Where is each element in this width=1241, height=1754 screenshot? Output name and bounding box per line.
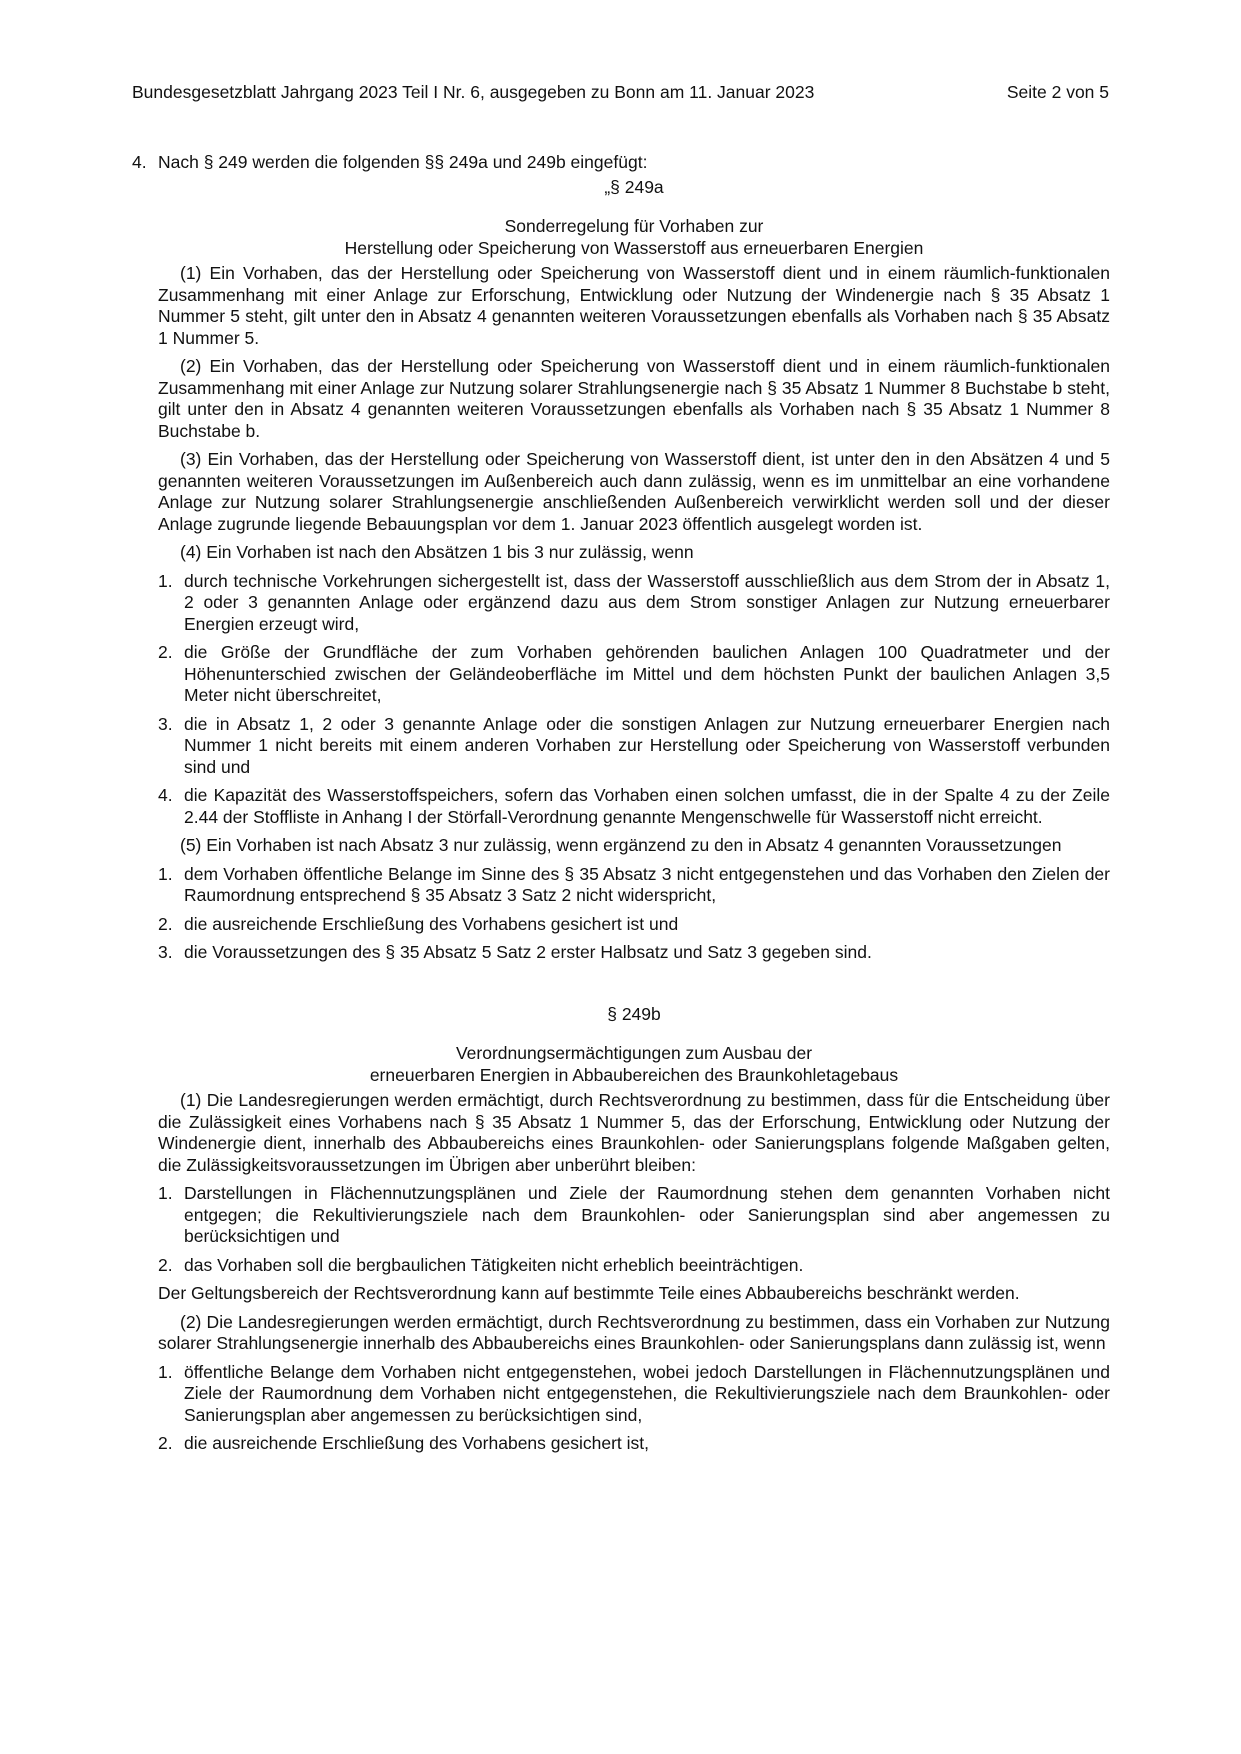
list-number: 1. xyxy=(158,1183,173,1203)
list-number: 3. xyxy=(158,713,173,734)
document-body xyxy=(132,152,1110,1462)
item-intro: Nach § 249 werden die folgenden §§ 249a und 249b eingefügt: xyxy=(158,152,648,172)
list-item xyxy=(158,1362,1110,1427)
section-249a xyxy=(158,177,1110,964)
section-heading-line1: Verordnungsermächtigungen zum Ausbau der xyxy=(455,1043,813,1063)
list-text: die Größe der Grundfläche der zum Vorhaben gehörenden baulichen Anlagen 100 Quadratmeter und der Höhenunterschied zwischen der Geländeoberfläche im Mittel und dem höchsten Punkt der baulichen Anlagen 3,5 Meter nicht überschreitet, xyxy=(184,642,1110,705)
section-heading-line1: Sonderregelung für Vorhaben zur xyxy=(504,216,764,236)
paragraph-3: (3) Ein Vorhaben, das der Herstellung oder Speicherung von Wasserstoff dient, ist unter den in den Absätzen 4 und 5 genannten weiteren Voraussetzungen im Außenbereich auch dann zulässig, wenn es im unmittelbar an eine vorhandene Anlage zur Nutzung solarer Strahlungsenergie anschließenden Außenbereich verwirklicht werden soll und der dieser Anlage zugrunde liegende Bebauungsplan vor dem 1. Januar 2023 öffentlich ausgelegt worden ist. xyxy=(158,449,1110,534)
list-text: dem Vorhaben öffentliche Belange im Sinne des § 35 Absatz 3 nicht entgegenstehen und das Vorhaben den Zielen der Raumordnung entsprechend § 35 Absatz 3 Satz 2 nicht widerspricht, xyxy=(184,863,1110,905)
header-publication: Bundesgesetzblatt Jahrgang 2023 Teil I Nr. 6, ausgegeben zu Bonn am 11. Januar 2023 xyxy=(132,82,815,102)
section-249b xyxy=(158,1004,1110,1455)
list-item xyxy=(158,1433,1110,1455)
header-page-number: Seite 2 von 5 xyxy=(1006,82,1109,102)
paragraph-1: (1) Ein Vorhaben, das der Herstellung oder Speicherung von Wasserstoff dient und in einem räumlich-funktionalen Zusammenhang mit einer Anlage zur Erforschung, Entwicklung oder Nutzung der Windenergie nach § 35 Absatz 1 Nummer 5 steht, gilt unter den in Absatz 4 genannten weiteren Voraussetzungen ebenfalls als Vorhaben nach § 35 Absatz 1 Nummer 5. xyxy=(158,263,1110,348)
list-number: 4. xyxy=(158,785,173,805)
list-item xyxy=(158,914,1110,936)
paragraph-1: (1) Die Landesregierungen werden ermächtigt, durch Rechtsverordnung zu bestimmen, dass für die Entscheidung über die Zulässigkeit eines Vorhabens nach § 35 Absatz 1 Nummer 5, das der Erforschung, Entwicklung oder Nutzung der Windenergie dient, innerhalb des Abbaubereichs eines Braunkohlen- oder Sanierungsplans folgende Maßgaben gelten, die Zulässigkeitsvoraussetzungen im Übrigen aber unberührt bleiben: xyxy=(158,1090,1110,1175)
list-number: 1. xyxy=(158,863,173,884)
section-heading-line2: erneuerbaren Energien in Abbaubereichen des Braunkohletagebaus xyxy=(369,1064,899,1085)
list-item xyxy=(158,864,1110,907)
list-text: die in Absatz 1, 2 oder 3 genannte Anlage oder die sonstigen Anlagen zur Nutzung erneuerbarer Energien nach Nummer 1 nicht bereits mit einem anderen Vorhaben zur Herstellung oder Speicherung von Wasserstoff verbunden sind und xyxy=(184,713,1110,777)
list-text: die Voraussetzungen des § 35 Absatz 5 Satz 2 erster Halbsatz und Satz 3 gegeben sind. xyxy=(184,942,872,962)
list-item xyxy=(158,714,1110,779)
paragraph-2: (2) Die Landesregierungen werden ermächtigt, durch Rechtsverordnung zu bestimmen, dass ein Vorhaben zur Nutzung solarer Strahlungsenergie innerhalb des Abbaubereichs eines Braunkohlen- oder Sanierungsplans dann zulässig ist, wenn xyxy=(158,1311,1110,1353)
list-item xyxy=(158,571,1110,636)
item-number: 4. xyxy=(132,152,147,172)
list-text: Darstellungen in Flächennutzungsplänen und Ziele der Raumordnung stehen dem genannten Vorhaben nicht entgegen; die Rekultivierungsziele nach dem Braunkohlen- oder Sanierungsplan sind aber angemessen zu berücksichtigen und xyxy=(184,1183,1110,1246)
list-number: 1. xyxy=(158,1361,173,1382)
list-number: 2. xyxy=(158,1433,173,1453)
list-text: die Kapazität des Wasserstoffspeichers, sofern das Vorhaben einen solchen umfasst, die in der Spalte 4 zu der Zeile 2.44 der Stoffliste in Anhang I der Störfall-Verordnung genannte Mengenschwelle für Wasserstoff nicht erreicht. xyxy=(184,785,1110,827)
list-number: 2. xyxy=(158,913,173,934)
list-item xyxy=(158,1183,1110,1248)
list-text: die ausreichende Erschließung des Vorhabens gesichert ist und xyxy=(184,913,679,934)
list-text: öffentliche Belange dem Vorhaben nicht entgegenstehen, wobei jedoch Darstellungen in Flächennutzungsplänen und Ziele der Raumordnung dem Vorhaben nicht entgegenstehen, die Rekultivierungsziele nach dem Braunkohlen- oder Sanierungsplan aber angemessen zu berücksichtigen sind, xyxy=(184,1361,1110,1425)
list-number: 2. xyxy=(158,1254,173,1275)
list-text: durch technische Vorkehrungen sichergestellt ist, dass der Wasserstoff ausschließlich aus dem Strom der in Absatz 1, 2 oder 3 genannten Anlage oder ergänzend dazu aus dem Strom sonstiger Anlagen zur Nutzung erneuerbarer Energien erzeugt wird, xyxy=(184,570,1110,634)
list-number: 3. xyxy=(158,942,173,962)
list-number: 2. xyxy=(158,642,173,662)
list-item xyxy=(158,785,1110,828)
section-heading-line2: Herstellung oder Speicherung von Wasserstoff aus erneuerbaren Energien xyxy=(344,237,924,258)
section-title: § 249b xyxy=(607,1003,661,1024)
section-title: „§ 249a xyxy=(604,176,664,197)
list-text: die ausreichende Erschließung des Vorhabens gesichert ist, xyxy=(184,1433,649,1453)
scope-sentence: Der Geltungsbereich der Rechtsverordnung kann auf bestimmte Teile eines Abbaubereichs beschränkt werden. xyxy=(158,1283,1020,1303)
list-item xyxy=(158,1255,1110,1277)
paragraph-4: (4) Ein Vorhaben ist nach den Absätzen 1 bis 3 nur zulässig, wenn xyxy=(180,542,694,562)
list-item xyxy=(158,642,1110,707)
paragraph-5: (5) Ein Vorhaben ist nach Absatz 3 nur zulässig, wenn ergänzend zu den in Absatz 4 genannten Voraussetzungen xyxy=(180,835,1062,855)
page-header xyxy=(132,82,1109,106)
paragraph-2: (2) Ein Vorhaben, das der Herstellung oder Speicherung von Wasserstoff dient und in einem räumlich-funktionalen Zusammenhang mit einer Anlage zur Nutzung solarer Strahlungsenergie nach § 35 Absatz 1 Nummer 8 Buchstabe b steht, gilt unter den in Absatz 4 genannten weiteren Voraussetzungen ebenfalls als Vorhaben nach § 35 Absatz 1 Nummer 8 Buchstabe b. xyxy=(158,356,1110,441)
list-text: das Vorhaben soll die bergbaulichen Tätigkeiten nicht erheblich beeinträchtigen. xyxy=(184,1254,804,1275)
list-item xyxy=(158,942,1110,964)
amendment-item-4 xyxy=(132,152,1110,174)
list-number: 1. xyxy=(158,570,173,591)
